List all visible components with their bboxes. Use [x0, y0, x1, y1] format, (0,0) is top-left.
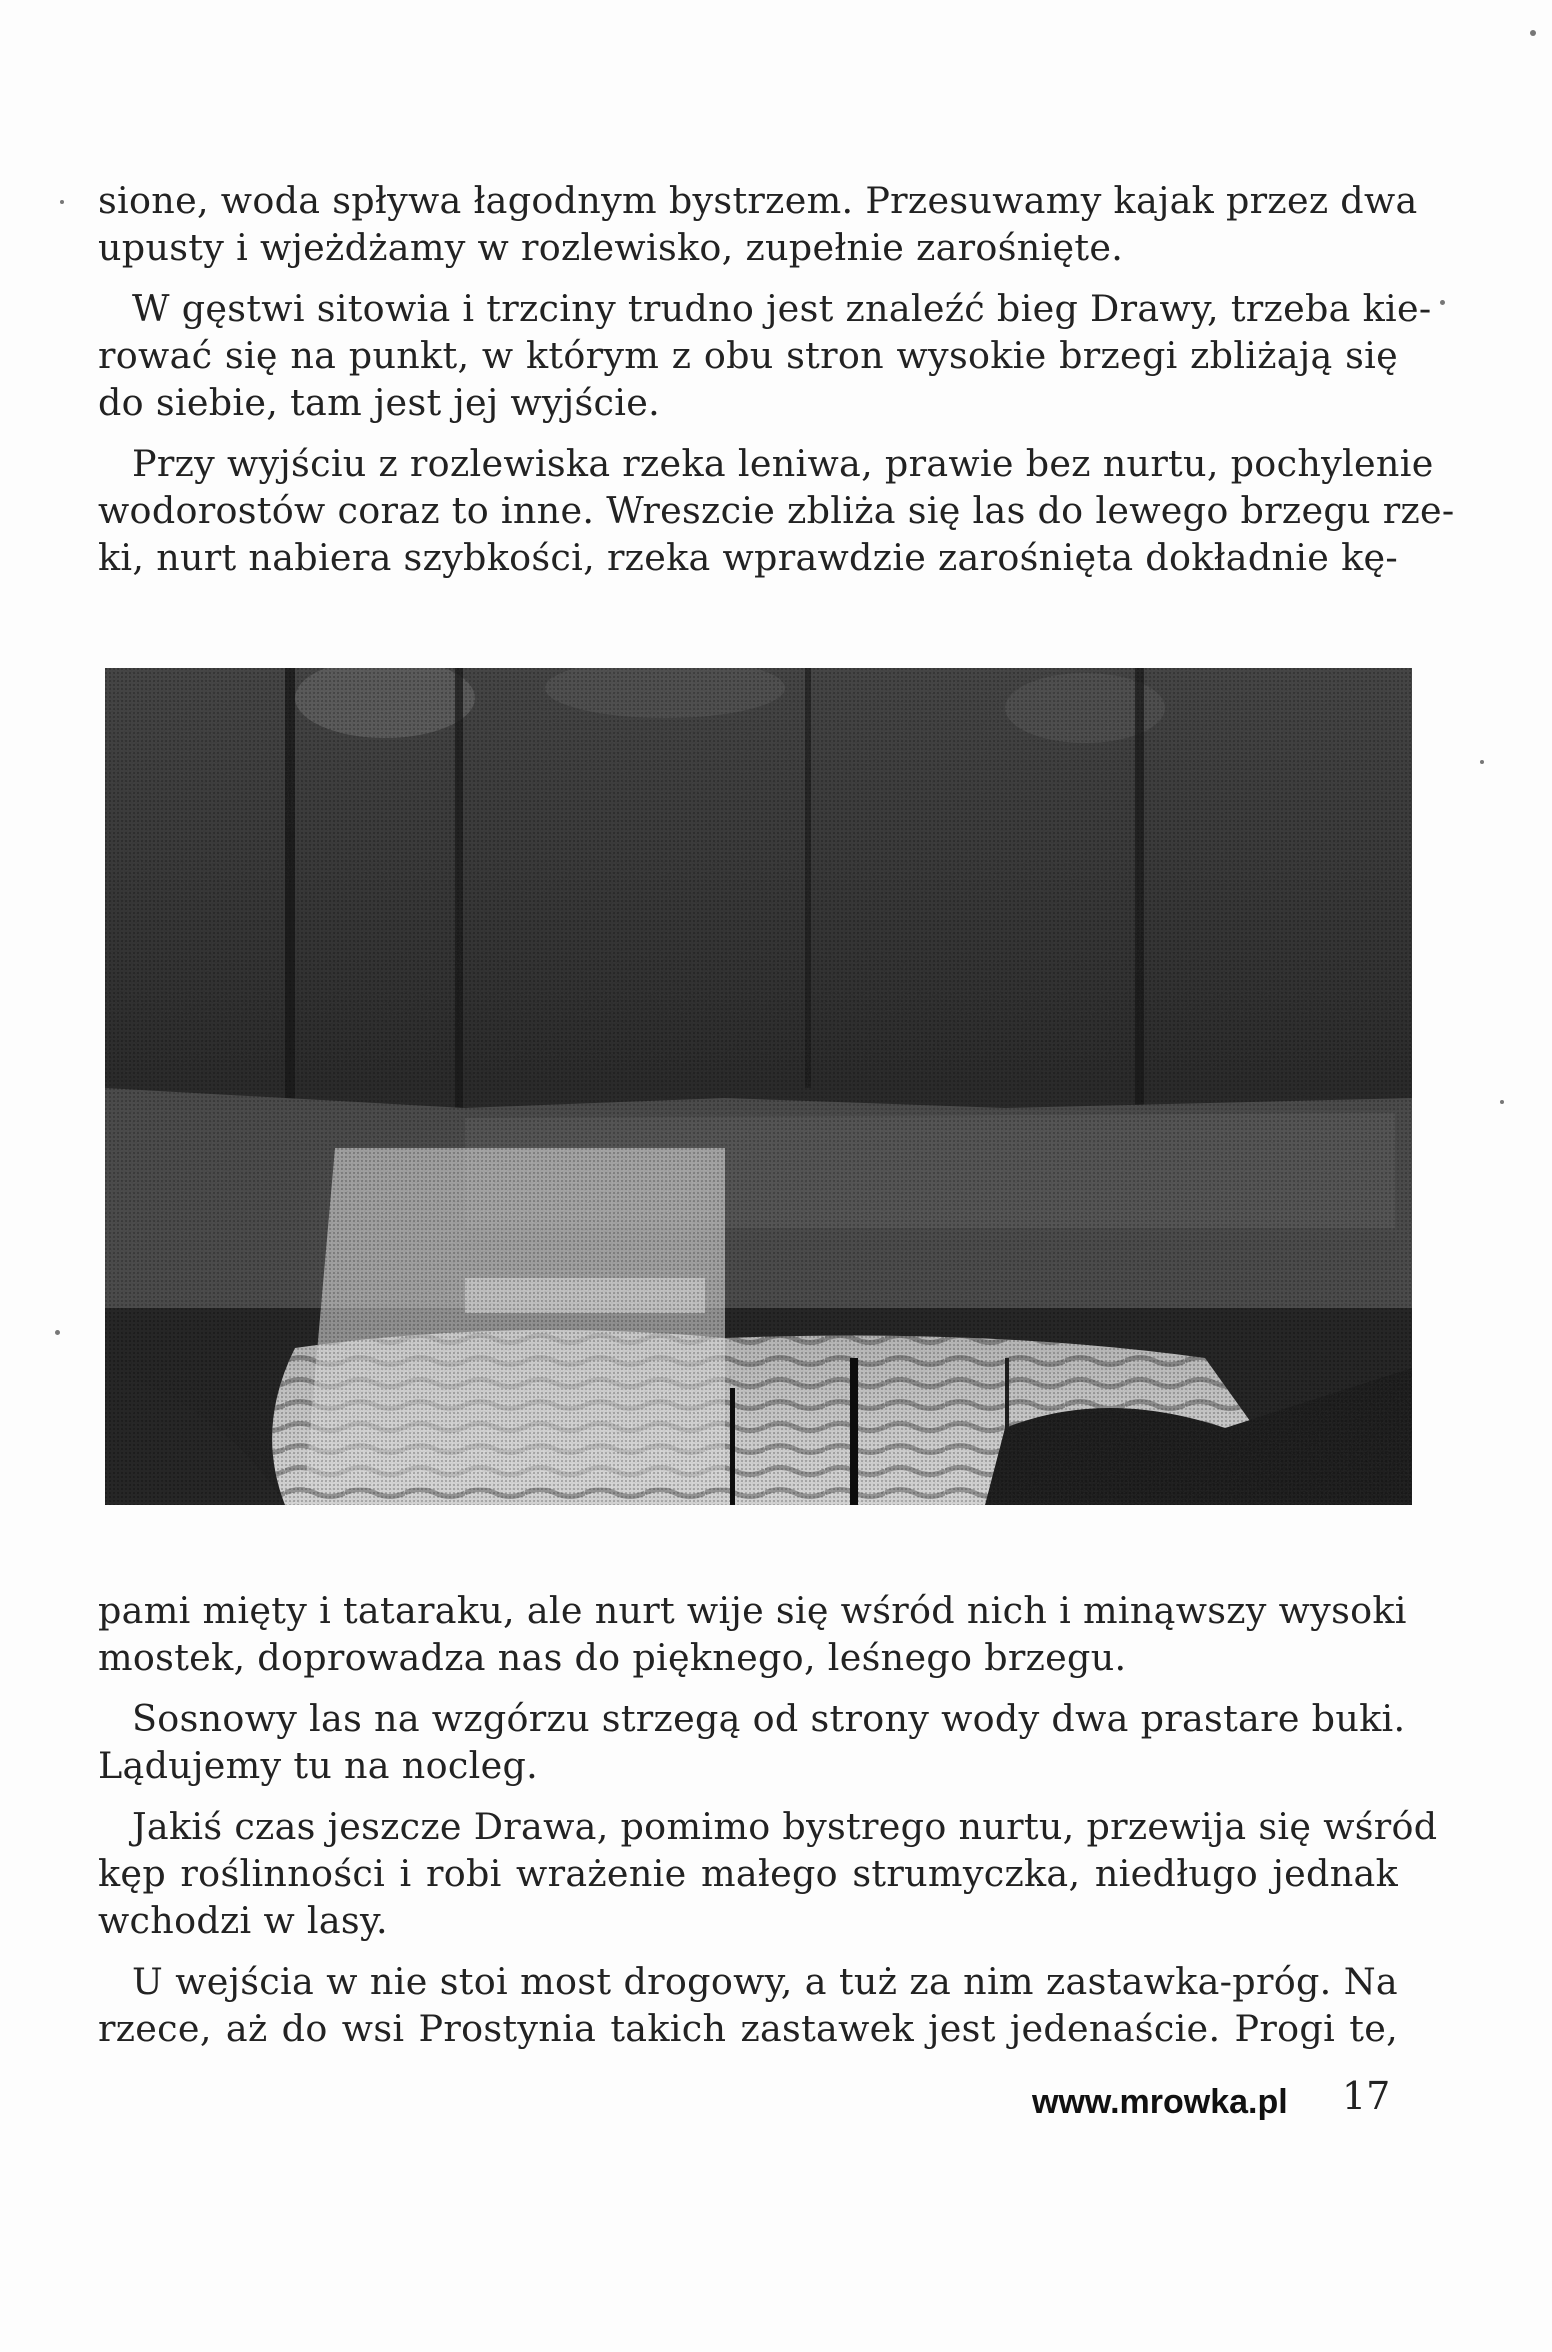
- scan-speck: [1500, 1100, 1504, 1104]
- scan-speck: [55, 1330, 60, 1335]
- paragraph: [98, 1695, 1406, 1789]
- text-line: Lądujemy tu na nocleg.: [98, 1744, 539, 1787]
- text-line: pami mięty i tataraku, ale nurt wije się wśród nich i minąwszy wysoki: [98, 1589, 1407, 1632]
- river-photo-image: [105, 668, 1412, 1505]
- paragraph: [98, 1803, 1438, 1944]
- footer-website-link[interactable]: www.mrowka.pl: [1032, 2083, 1288, 2121]
- paragraph: [98, 1587, 1407, 1681]
- paragraph: [98, 440, 1455, 581]
- paragraph: [98, 285, 1432, 426]
- text-line: sione, woda spływa łagodnym bystrzem. Przesuwamy kajak przez dwa: [98, 179, 1418, 222]
- text-line: Przy wyjściu z rozlewiska rzeka leniwa, prawie bez nurtu, pochylenie: [132, 442, 1434, 485]
- scan-speck: [1530, 30, 1536, 36]
- text-line: wchodzi w lasy.: [98, 1899, 388, 1942]
- text-line: mostek, doprowadza nas do pięknego, leśnego brzegu.: [98, 1636, 1127, 1679]
- text-line: rzece, aż do wsi Prostynia takich zastawek jest jedenaście. Progi te,: [98, 2007, 1398, 2050]
- scan-speck: [1480, 760, 1484, 764]
- text-line: do siebie, tam jest jej wyjście.: [98, 381, 661, 424]
- photo-content: [105, 668, 1412, 1505]
- paragraph: [98, 1958, 1398, 2052]
- bottom-text-block: [98, 1587, 1438, 2052]
- page-number: 17: [1342, 2074, 1391, 2118]
- paragraph: [98, 177, 1418, 271]
- text-line: Sosnowy las na wzgórzu strzegą od strony wody dwa prastare buki.: [132, 1697, 1406, 1740]
- river-photograph: [105, 668, 1412, 1505]
- text-line: ki, nurt nabiera szybkości, rzeka wprawdzie zarośnięta dokładnie kę-: [98, 536, 1399, 579]
- top-text-block: [98, 177, 1455, 581]
- text-line: U wejścia w nie stoi most drogowy, a tuż za nim zastawka-próg. Na: [132, 1960, 1398, 2003]
- text-line: upusty i wjeżdżamy w rozlewisko, zupełnie zarośnięte.: [98, 226, 1124, 269]
- text-line: W gęstwi sitowia i trzciny trudno jest znaleźć bieg Drawy, trzeba kie-: [132, 287, 1432, 330]
- text-line: kęp roślinności i robi wrażenie małego strumyczka, niedługo jednak: [98, 1852, 1398, 1895]
- text-line: wodorostów coraz to inne. Wreszcie zbliża się las do lewego brzegu rze-: [98, 489, 1455, 532]
- text-line: Jakiś czas jeszcze Drawa, pomimo bystrego nurtu, przewija się wśród: [132, 1805, 1438, 1848]
- scan-speck: [1440, 300, 1445, 305]
- text-line: rować się na punkt, w którym z obu stron wysokie brzegi zbliżają się: [98, 334, 1398, 377]
- scan-speck: [60, 200, 64, 204]
